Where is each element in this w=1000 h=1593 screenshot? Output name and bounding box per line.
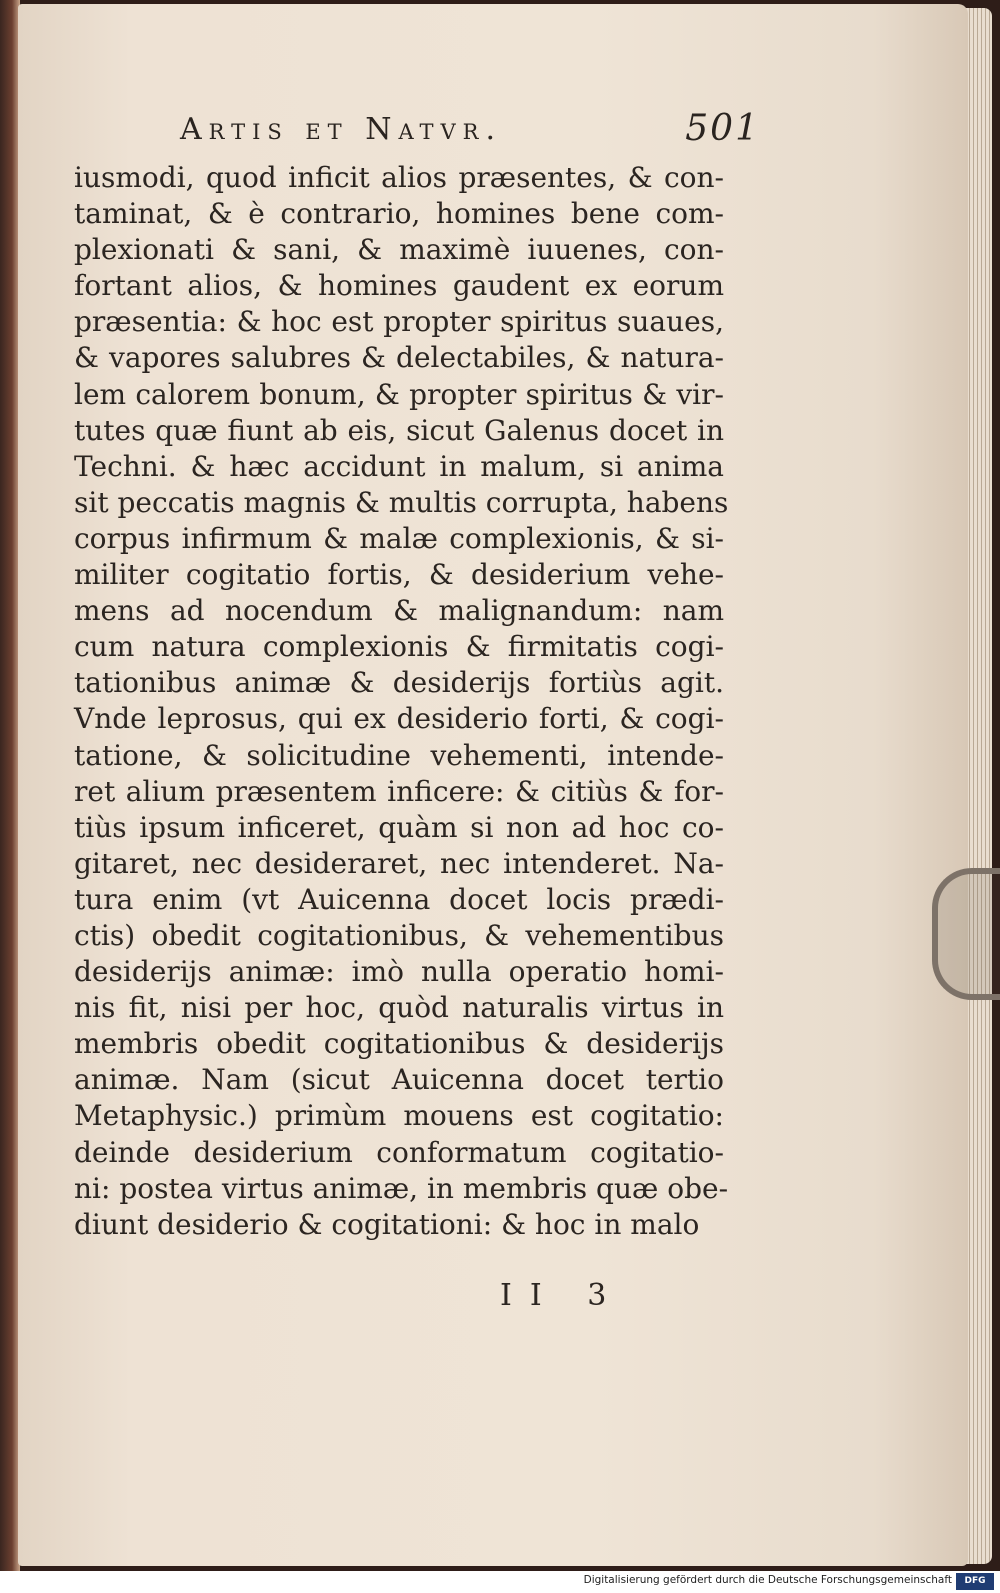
text-line: tutes quæ fiunt ab eis, sicut Galenus docet in (74, 413, 724, 447)
running-title: Artis et Natvr. (180, 112, 502, 147)
text-line: tura enim (vt Auicenna docet locis prædi- (74, 882, 724, 916)
text-line: fortant alios, & homines gaudent ex eorum (74, 269, 724, 303)
text-line: mens ad nocendum & malignandum: nam (74, 594, 724, 628)
text-line: animæ. Nam (sicut Auicenna docet tertio (74, 1063, 724, 1097)
text-line: tationibus animæ & desiderijs fortiùs agit. (74, 666, 724, 700)
text-line: militer cogitatio fortis, & desiderium vehe- (74, 558, 724, 592)
text-line: ni: postea virtus animæ, in membris quæ obe- (74, 1171, 729, 1205)
signature-mark: II 3 (500, 1278, 625, 1313)
text-line: tatione, & solicitudine vehementi, intende- (74, 738, 724, 772)
text-line: deinde desiderium conformatum cogitatio- (74, 1135, 724, 1169)
footer-bar (0, 1571, 1000, 1593)
dfg-logo: DFG (956, 1573, 994, 1590)
text-line: nis fit, nisi per hoc, quòd naturalis virtus in (74, 991, 724, 1025)
text-line: taminat, & è contrario, homines bene com- (74, 197, 724, 231)
text-line: ctis) obedit cogitationibus, & vehementibus (74, 918, 724, 952)
text-line: tiùs ipsum inficeret, quàm si non ad hoc co- (74, 810, 724, 844)
text-line: Metaphysic.) primùm mouens est cogitatio: (74, 1099, 724, 1133)
page-header (180, 108, 760, 154)
text-line: sit peccatis magnis & multis corrupta, habens (74, 485, 729, 519)
text-line: membris obedit cogitationibus & desiderijs (74, 1027, 724, 1061)
text-line: corpus infirmum & malæ complexionis, & si- (74, 521, 724, 555)
text-line: gitaret, nec desideraret, nec intenderet. Na- (74, 846, 724, 880)
digitization-credit: Digitalisierung gefördert durch die Deutsche Forschungsgemeinschaft (583, 1574, 952, 1586)
text-line: desiderijs animæ: imò nulla operatio homi- (74, 955, 724, 989)
text-line: lem calorem bonum, & propter spiritus & vir- (74, 377, 724, 411)
text-line: Vnde leprosus, qui ex desiderio forti, & cogi- (74, 702, 724, 736)
text-line: & vapores salubres & delectabiles, & natura- (74, 341, 724, 375)
book-spine (0, 0, 20, 1571)
body-text (74, 160, 729, 1243)
page-clip (932, 868, 1000, 1000)
text-line: præsentia: & hoc est propter spiritus suaues, (74, 305, 724, 339)
page-number: 501 (685, 108, 760, 149)
text-line: diunt desiderio & cogitationi: & hoc in malo (74, 1207, 700, 1241)
text-line: iusmodi, quod inficit alios præsentes, & con- (74, 161, 724, 194)
text-line: ret alium præsentem inficere: & citiùs & for- (74, 774, 724, 808)
text-line: cum natura complexionis & firmitatis cogi- (74, 630, 724, 664)
text-line: plexionati & sani, & maximè iuuenes, con- (74, 233, 724, 267)
text-line: Techni. & hæc accidunt in malum, si anima (74, 449, 724, 483)
